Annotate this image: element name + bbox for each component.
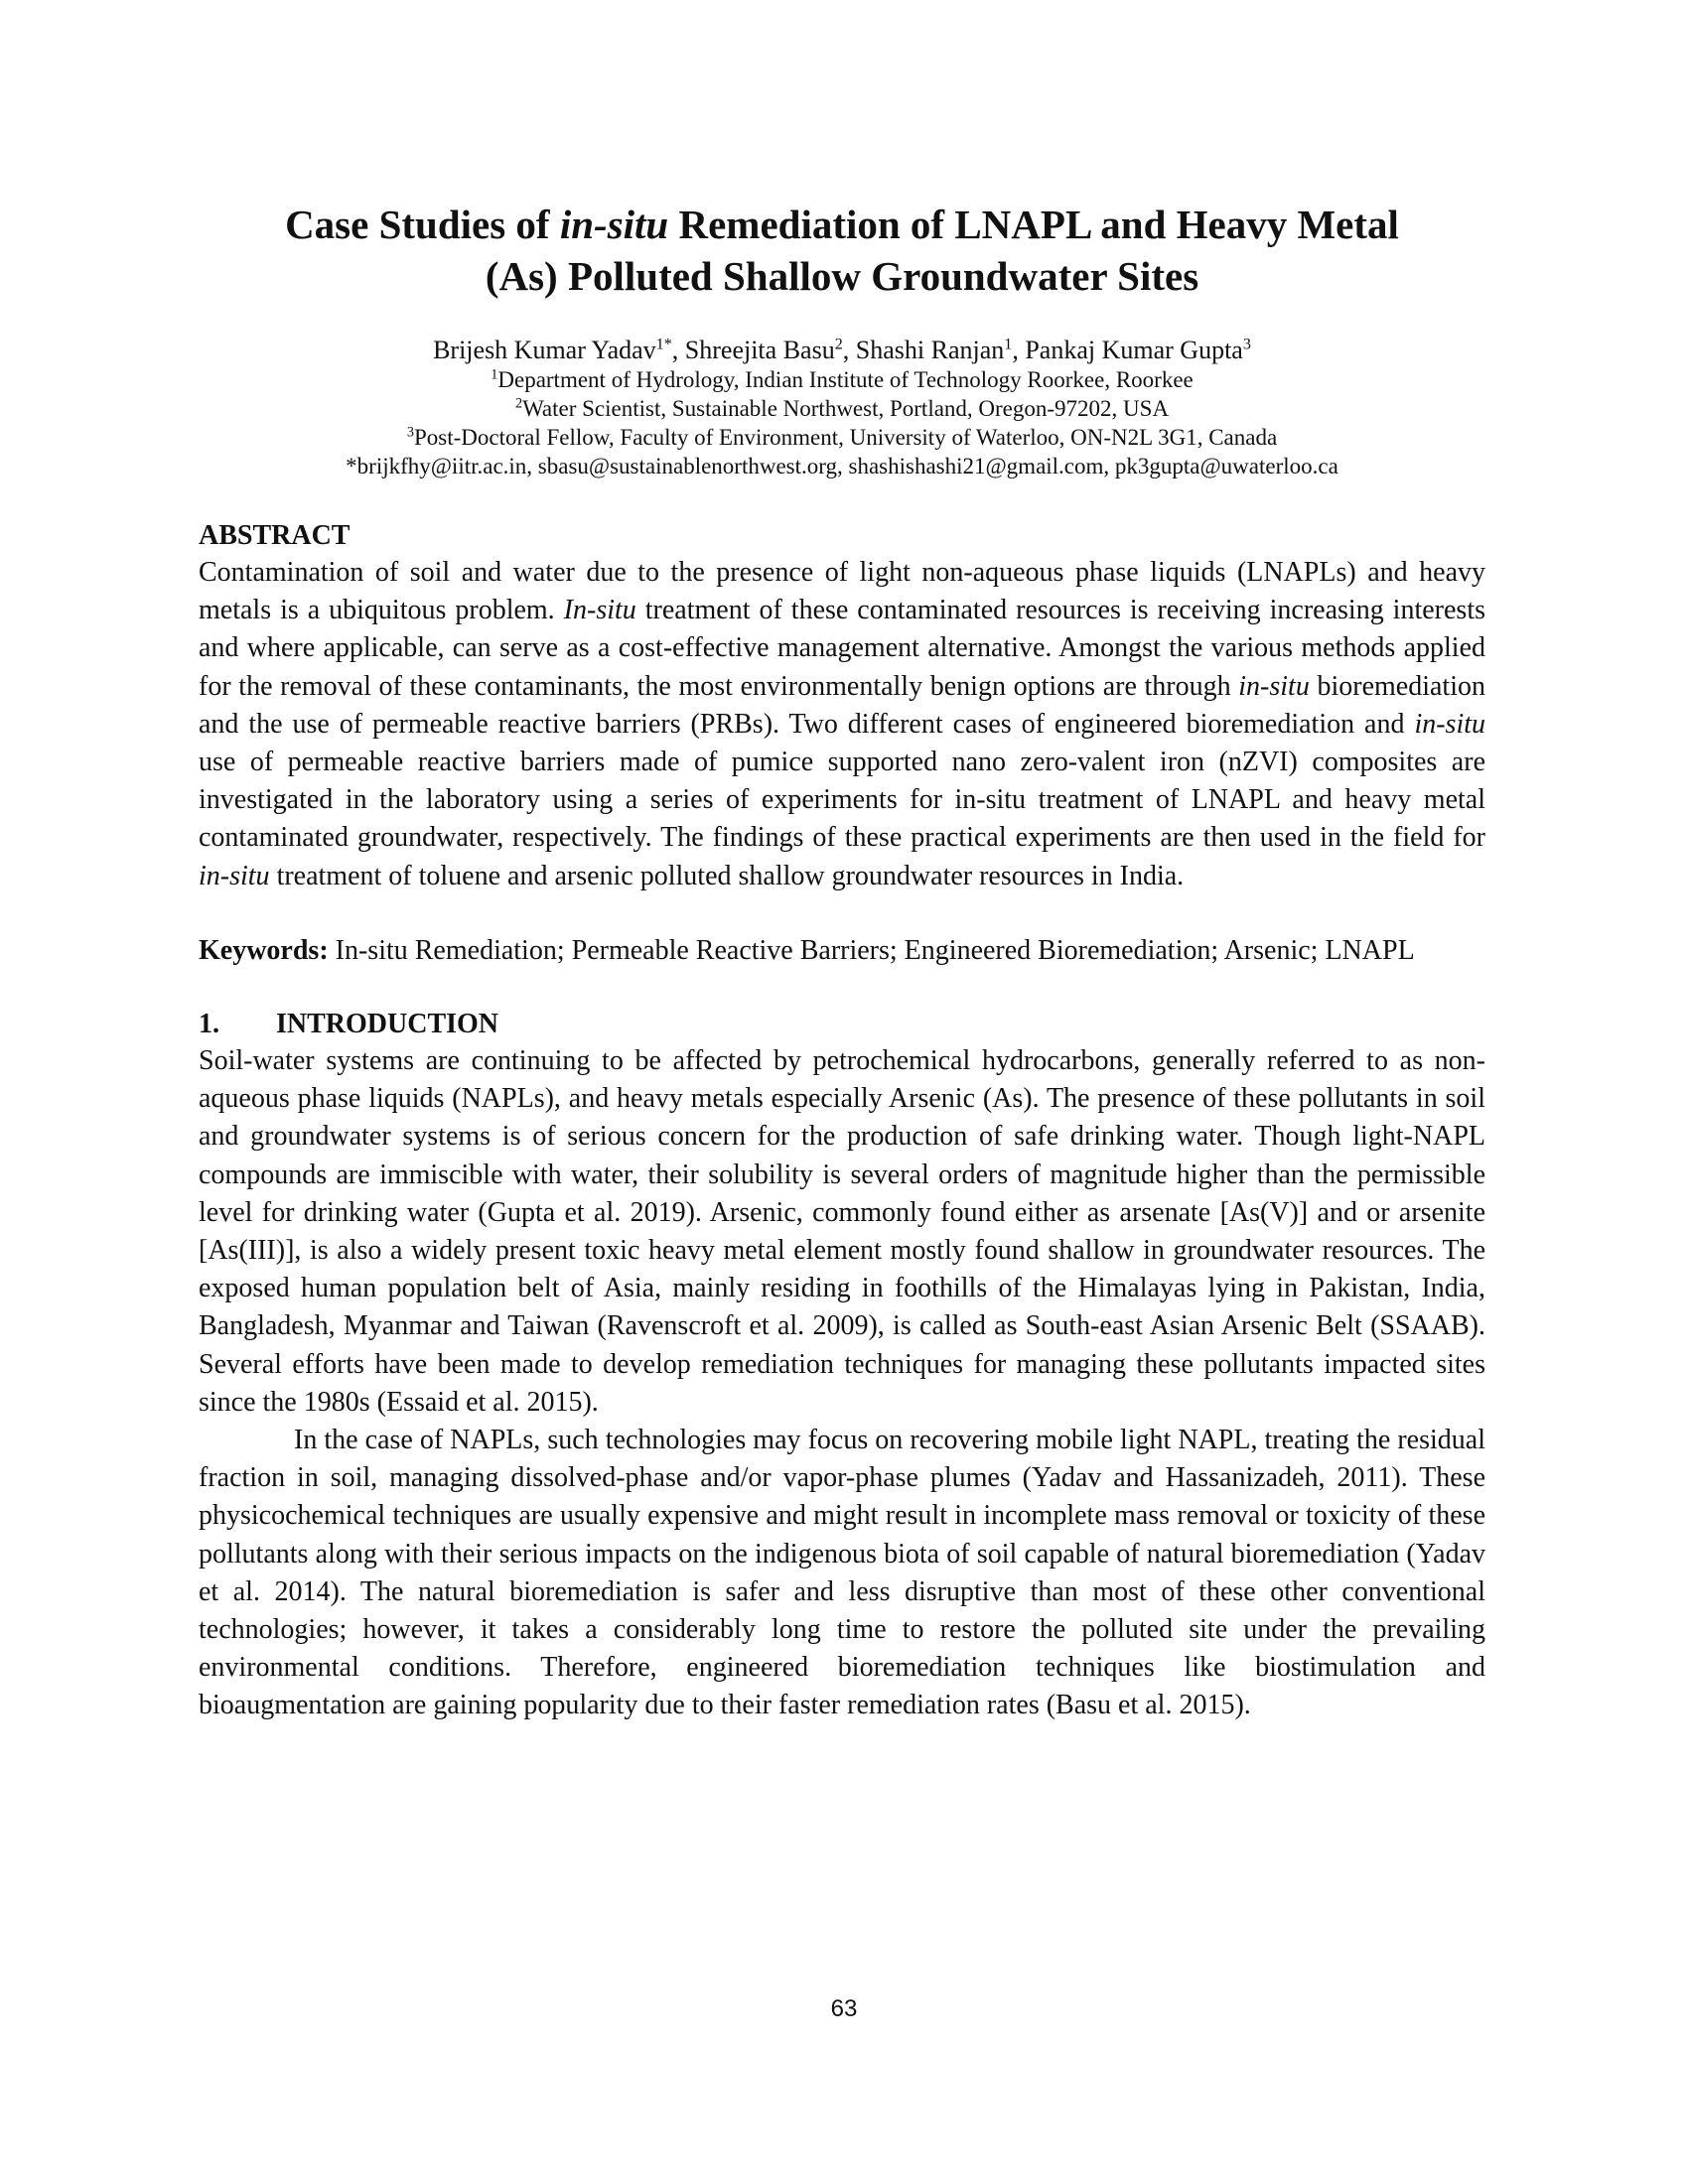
affiliation: $^2$Water Scientist, Sustainable Northwest, Portland, Oregon-97202, USA [514, 395, 1170, 421]
title-line-2: (As) Polluted Shallow Groundwater Sites [485, 253, 1199, 299]
author: Shreejita Basu$^2$, [684, 336, 856, 364]
keywords-label: Keywords: [199, 934, 329, 966]
author: Shashi Ranjan$^1$, [855, 336, 1026, 364]
abstract-text: Contamination of soil and water due to the presence of light non-aqueous phase liquids (LNAPLs) and heavy metals is a ubiquitous problem. In-situ treatment of these contaminated resources is receiving increasing interests and where applicable, can serve as a cost-effective management alternative. Amongst the various methods applied for the removal of these contaminants, the most environmentally benign options are through in-situ bioremediation and the use of permeable reactive barriers (PRBs). Two different cases of engineered bioremediation and in-situ use of permeable reactive barriers made of pumice supported nano zero-valent iron (nZVI) composites are investigated in the laboratory using a series of experiments for in-situ treatment of LNAPL and heavy metal contaminated groundwater, respectively. The findings of these practical experiments are then used in the field for in-situ treatment of toluene and arsenic polluted shallow groundwater resources in India. [199, 557, 1485, 891]
author: Brijesh Kumar Yadav$^{1*}$, [433, 336, 685, 364]
author-list [199, 336, 1485, 365]
keywords [199, 932, 1485, 970]
keywords-text: In-situ Remediation; Permeable Reactive Barriers; Engineered Bioremediation; Arsenic; LNAPL [328, 934, 1415, 966]
section-number: 1. [199, 1009, 219, 1040]
paper-title [199, 199, 1485, 302]
section-heading-introduction [199, 1007, 1485, 1042]
intro-paragraph-2: In the case of NAPLs, such technologies may focus on recovering mobile light NAPL, treating the residual fraction in soil, managing dissolved-phase and/or vapor-phase plumes (Yadav and Hassanizadeh, 2011). These physicochemical techniques are usually expensive and might result in incomplete mass removal or toxicity of these pollutants along with their serious impacts on the indigenous biota of soil capable of natural bioremediation (Yadav et al. 2014). The natural bioremediation is safer and less disruptive than most of these other conventional technologies; however, it takes a considerably long time to restore the polluted site under the prevailing environmental conditions. Therefore, engineered bioremediation techniques like biostimulation and bioaugmentation are gaining popularity due to their faster remediation rates (Basu et al. 2015). [199, 1425, 1485, 1721]
page-number: 63 [830, 1995, 858, 2022]
affiliation: $^3$Post-Doctoral Fellow, Faculty of Environment, University of Waterloo, ON-N2L 3G1, Canada [406, 424, 1278, 450]
affiliation: $^1$Department of Hydrology, Indian Institute of Technology Roorkee, Roorkee [491, 366, 1194, 392]
abstract-heading: ABSTRACT [199, 520, 351, 551]
title-line-1: Case Studies of in-situ Remediation of LNAPL and Heavy Metal [285, 202, 1399, 247]
section-title: INTRODUCTION [276, 1009, 499, 1040]
paper-page [199, 0, 1485, 1725]
author: Pankaj Kumar Gupta$^3$ [1025, 336, 1251, 364]
intro-paragraph-1: Soil-water systems are continuing to be affected by petrochemical hydrocarbons, generally referred to as non-aqueous phase liquids (NAPLs), and heavy metals especially Arsenic (As). The presence of these pollutants in soil and groundwater systems is of serious concern for the production of safe drinking water. Though light-NAPL compounds are immiscible with water, their solubility is several orders of magnitude higher than the permissible level for drinking water (Gupta et al. 2019). Arsenic, commonly found either as arsenate [As(V)] and or arsenite [As(III)], is also a widely present toxic heavy metal element mostly found shallow in groundwater resources. The exposed human population belt of Asia, mainly residing in foothills of the Himalayas lying in Pakistan, India, Bangladesh, Myanmar and Taiwan (Ravenscroft et al. 2009), is called as South-east Asian Arsenic Belt (SSAAB). Several efforts have been made to develop remediation techniques for managing these pollutants impacted sites since the 1980s (Essaid et al. 2015). [199, 1045, 1485, 1418]
author-emails: *brijkfhy@iitr.ac.in, sbasu@sustainablenorthwest.org, shashishashi21@gmail.com, pk3gupta@uwaterloo.ca [346, 454, 1338, 478]
